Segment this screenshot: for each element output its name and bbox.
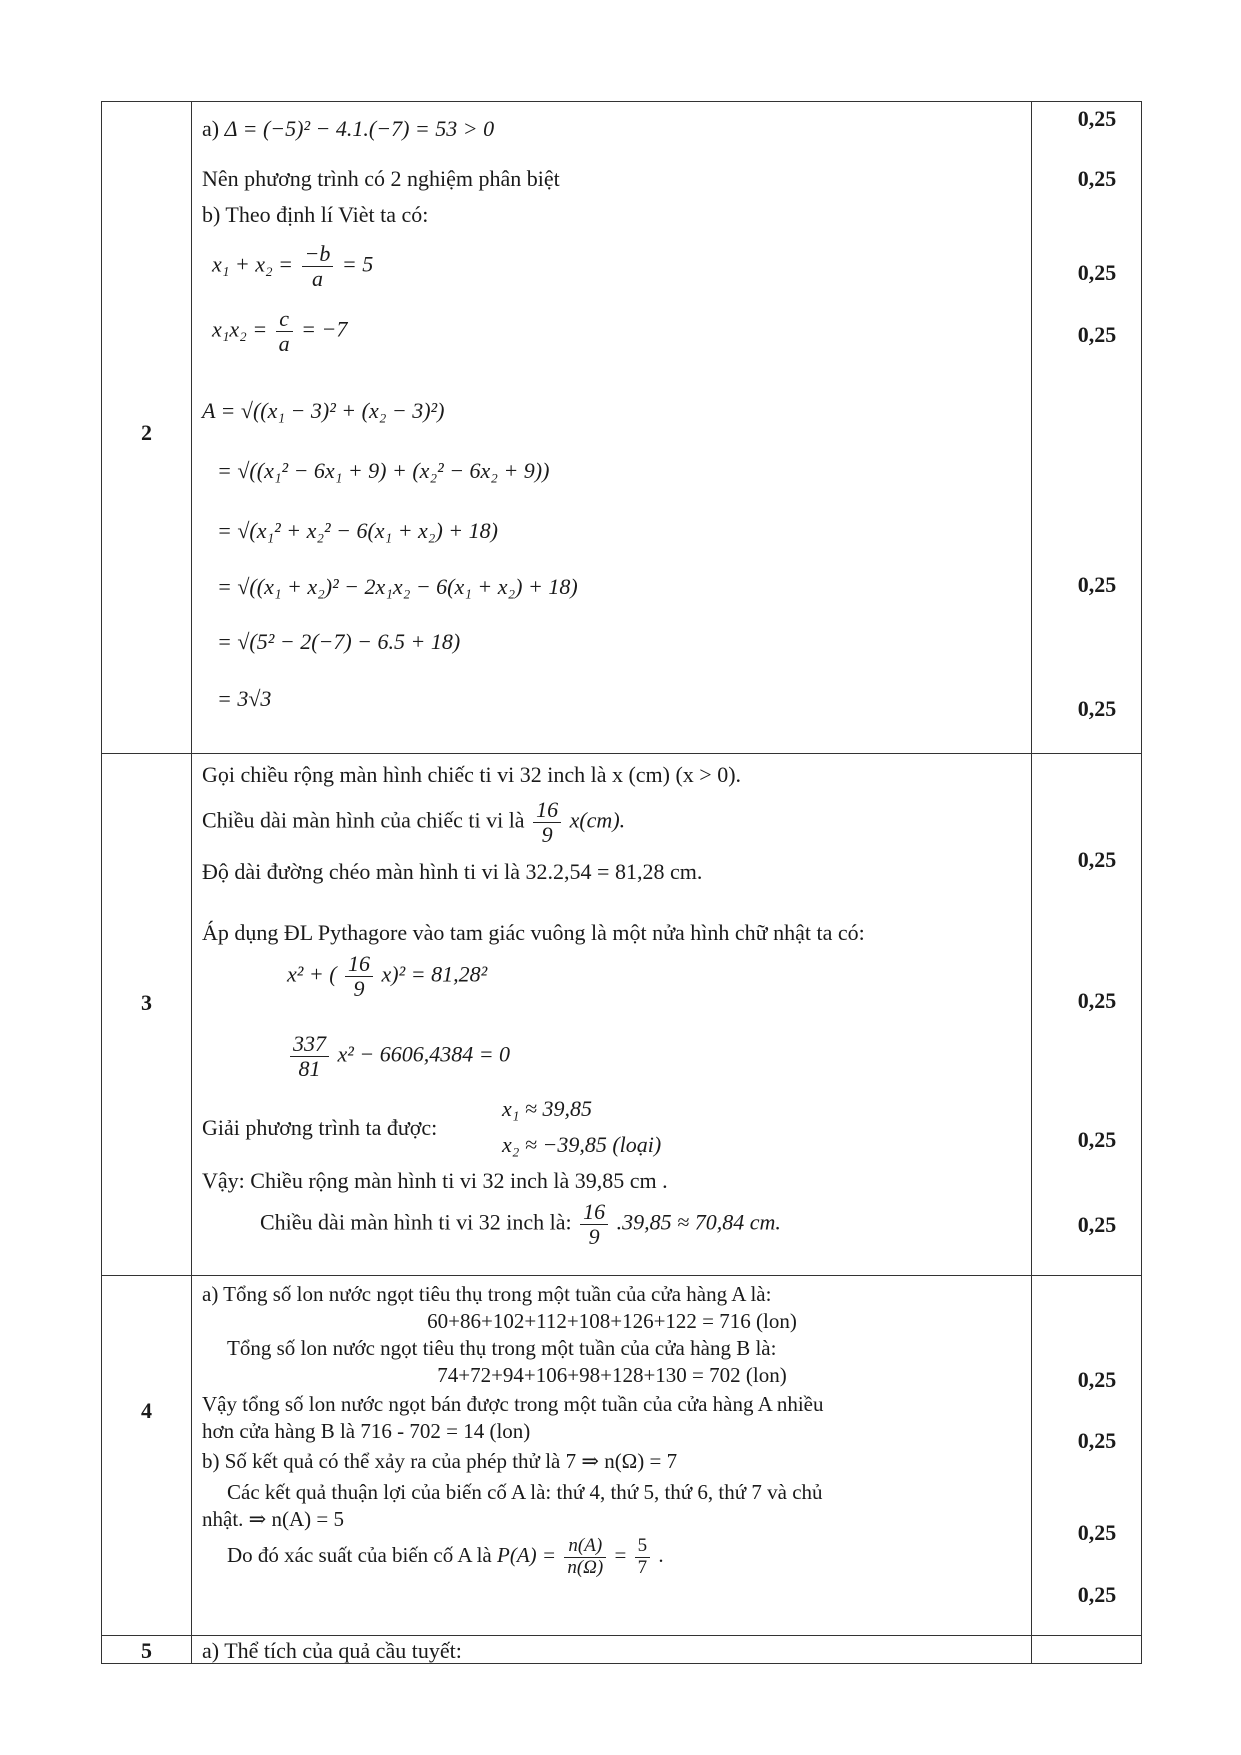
- column-divider: [191, 102, 192, 1663]
- score: 0,25: [1077, 696, 1117, 721]
- solution-2: x₂ ≈ −39,85 (loại): [502, 1132, 662, 1157]
- score: 0,25: [1077, 1428, 1117, 1453]
- solution-1: x₁ ≈ 39,85: [502, 1096, 592, 1121]
- answer-line: a) Tổng số lon nước ngọt tiêu thụ trong một tuần của cửa hàng A là:: [202, 1282, 772, 1306]
- score: 0,25: [1077, 166, 1117, 191]
- answer-line: 60+86+102+112+108+126+122 = 716 (lon): [427, 1309, 797, 1333]
- fraction: $\frac{-b}{a}$: [302, 242, 334, 291]
- score: 0,25: [1077, 1520, 1117, 1545]
- row-divider: [102, 1635, 1141, 1636]
- formula-line: A = √((x₁ − 3)² + (x₂ − 3)²): [202, 398, 445, 423]
- answer-line: a) Δ = (−5)² − 4.1.(−7) = 53 > 0: [202, 116, 495, 141]
- question-number: 2: [141, 420, 152, 445]
- answer-line: Do đó xác suất của biến cố A là P(A) = $\frac{n(A)}{n(\Omega)}$ = $\frac{5}{7}$ .: [227, 1535, 664, 1578]
- fraction: $\frac{5}{7}$: [635, 1536, 651, 1579]
- answer-line: nhật. ⇒ n(A) = 5: [202, 1507, 344, 1531]
- question-number: 3: [141, 990, 152, 1015]
- formula-line: x₁ + x₂ = $\frac{-b}{a}$ = 5: [212, 241, 374, 292]
- row-divider: [102, 753, 1141, 754]
- answer-line: Vậy tổng số lon nước ngọt bán được trong một tuần của cửa hàng A nhiều: [202, 1392, 824, 1416]
- fraction: $\frac{16}{9}$: [345, 952, 373, 1001]
- formula-line: x² + ( $\frac{16}{9}$ x)² = 81,28²: [287, 951, 488, 1002]
- score: 0,25: [1077, 847, 1117, 872]
- answer-line: Các kết quả thuận lợi của biến cố A là: thứ 4, thứ 5, thứ 6, thứ 7 và chủ: [227, 1480, 823, 1504]
- answer-line: Chiều dài màn hình ti vi 32 inch là: $\frac{16}{9}$ .39,85 ≈ 70,84 cm.: [260, 1199, 781, 1250]
- answer-line: Tổng số lon nước ngọt tiêu thụ trong một tuần của cửa hàng B là:: [227, 1336, 777, 1360]
- answer-line: a) Thể tích của quả cầu tuyết:: [202, 1638, 462, 1663]
- question-number: 5: [141, 1638, 152, 1663]
- formula-line: = √(5² − 2(−7) − 6.5 + 18): [217, 629, 461, 654]
- score: 0,25: [1077, 1127, 1117, 1152]
- formula-line: = √((x₁ + x₂)² − 2x₁x₂ − 6(x₁ + x₂) + 18): [217, 574, 578, 599]
- fraction: $\frac{16}{9}$: [580, 1200, 608, 1249]
- score: 0,25: [1077, 1582, 1117, 1607]
- score: 0,25: [1077, 1367, 1117, 1392]
- fraction: $\frac{n(A)}{n(\Omega)}$: [564, 1536, 606, 1579]
- answer-line: b) Theo định lí Vièt ta có:: [202, 202, 429, 227]
- formula-line: = √(x₁² + x₂² − 6(x₁ + x₂) + 18): [217, 518, 498, 543]
- answer-line: 74+72+94+106+98+128+130 = 702 (lon): [437, 1363, 787, 1387]
- answer-line: Chiều dài màn hình của chiếc ti vi là $\frac{16}{9}$ x(cm).: [202, 797, 626, 848]
- answer-line: Áp dụng ĐL Pythagore vào tam giác vuông là một nửa hình chữ nhật ta có:: [202, 920, 865, 945]
- answer-table: [101, 101, 1142, 1664]
- formula-line: $\frac{337}{81}$ x² − 6606,4384 = 0: [287, 1032, 510, 1081]
- fraction: $\frac{c}{a}$: [276, 307, 293, 356]
- answer-line: Giải phương trình ta được:: [202, 1115, 438, 1140]
- score: 0,25: [1077, 322, 1117, 347]
- fraction: $\frac{16}{9}$: [533, 798, 561, 847]
- score: 0,25: [1077, 1212, 1117, 1237]
- column-divider: [1031, 102, 1032, 1663]
- formula-line: = 3√3: [217, 686, 272, 711]
- answer-line: Độ dài đường chéo màn hình ti vi là 32.2,54 = 81,28 cm.: [202, 859, 703, 884]
- score: 0,25: [1077, 572, 1117, 597]
- answer-line: Nên phương trình có 2 nghiệm phân biệt: [202, 166, 560, 191]
- formula-line: = √((x₁² − 6x₁ + 9) + (x₂² − 6x₂ + 9)): [217, 458, 550, 483]
- answer-line: Gọi chiều rộng màn hình chiếc ti vi 32 inch là x (cm) (x > 0).: [202, 762, 742, 787]
- score: 0,25: [1077, 988, 1117, 1013]
- answer-line: b) Số kết quả có thể xảy ra của phép thử là 7 ⇒ n(Ω) = 7: [202, 1449, 678, 1473]
- answer-line: hơn cửa hàng B là 716 - 702 = 14 (lon): [202, 1419, 531, 1443]
- formula-line: x₁x₂ = $\frac{c}{a}$ = −7: [212, 306, 348, 357]
- row-divider: [102, 1275, 1141, 1276]
- score: 0,25: [1077, 106, 1117, 131]
- score: 0,25: [1077, 260, 1117, 285]
- question-number: 4: [141, 1398, 152, 1423]
- fraction: $\frac{337}{81}$: [290, 1032, 329, 1081]
- answer-line: Vậy: Chiều rộng màn hình ti vi 32 inch là 39,85 cm .: [202, 1168, 668, 1193]
